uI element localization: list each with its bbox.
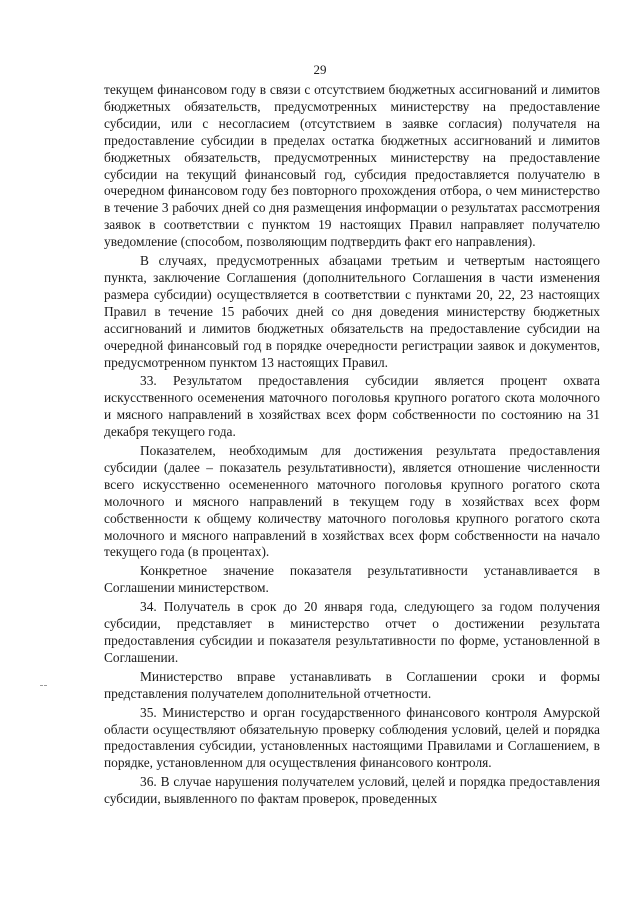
paragraph-clause-33: 33. Результатом предоставления субсидии является процент охвата искусственного осеменения маточного поголовья крупного рогатого скота молочного и мясного направлений в хозяйствах всех форм собственности по состоянию на 31 декабря текущего года. (104, 373, 600, 440)
paragraph-clause-35: 35. Министерство и орган государственного финансового контроля Амурской области осуществляют обязательную проверку соблюдения условий, целей и порядка предоставления субсидии, установленных настоящими Правилами и Соглашением, в порядке, установленном для осуществления финансового контроля. (104, 704, 600, 771)
paragraph-continuation: текущем финансовом году в связи с отсутствием бюджетных ассигнований и лимитов бюджетных обязательств, предусмотренных министерству на предоставление субсидии, или с несогласием (отсутствием в заявке согласия) получателя на предоставление субсидии в пределах остатка бюджетных ассигнований и лимитов бюджетных обязательств, предусмотренных министерству на предоставление субсидии на текущий финансовый год, субсидия предоставляется получателю в очередном финансовом году без повторного прохождения отбора, о чем министерство в течение 3 рабочих дней со дня размещения информации о результатах рассмотрения заявок в соответствии с пунктом 19 настоящих Правил направляет получателю уведомление (способом, позволяющим подтвердить факт его направления). (104, 82, 600, 250)
paragraph-additional-reporting: Министерство вправе устанавливать в Соглашении сроки и формы представления получателем дополнительной отчетности. (104, 668, 600, 701)
paragraph-clause-34: 34. Получатель в срок до 20 января года, следующего за годом получения субсидии, представляет в министерство отчет о достижении результата предоставления субсидии и показателя результативности по форме, установленной в Соглашении. (104, 599, 600, 665)
paragraph-clause-36: 36. В случае нарушения получателем условий, целей и порядка предоставления субсидии, выявленного по фактам проверок, проведенных (104, 774, 600, 807)
paragraph-indicator-value: Конкретное значение показателя результативности устанавливается в Соглашении министерством. (104, 563, 600, 596)
page-number: 29 (313, 62, 327, 77)
margin-scan-mark (40, 685, 50, 687)
paragraph-performance-indicator: Показателем, необходимым для достижения результата предоставления субсидии (далее – показатель результативности), является отношение численности всего искусственно осемененного маточного поголовья крупного рогатого скота молочного и мясного направлений в текущем году в хозяйствах всех форм собственности к общему количеству маточного поголовья крупного рогатого скота молочного и мясного направлений в хозяйствах всех форм собственности на начало текущего года (в процентах). (104, 443, 600, 560)
paragraph-agreement-conclusion: В случаях, предусмотренных абзацами третьим и четвертым настоящего пункта, заключение Соглашения (дополнительного Соглашения в части изменения размера субсидии) осуществляется в соответствии с пунктами 20, 22, 23 настоящих Правил в течение 15 рабочих дней со дня доведения министерству бюджетных ассигнований и лимитов бюджетных обязательств на предоставление субсидии на очередной финансовый год в порядке очередности регистрации заявок и документов, предусмотренном пунктом 13 настоящих Правил. (104, 253, 600, 370)
document-body (104, 82, 600, 810)
